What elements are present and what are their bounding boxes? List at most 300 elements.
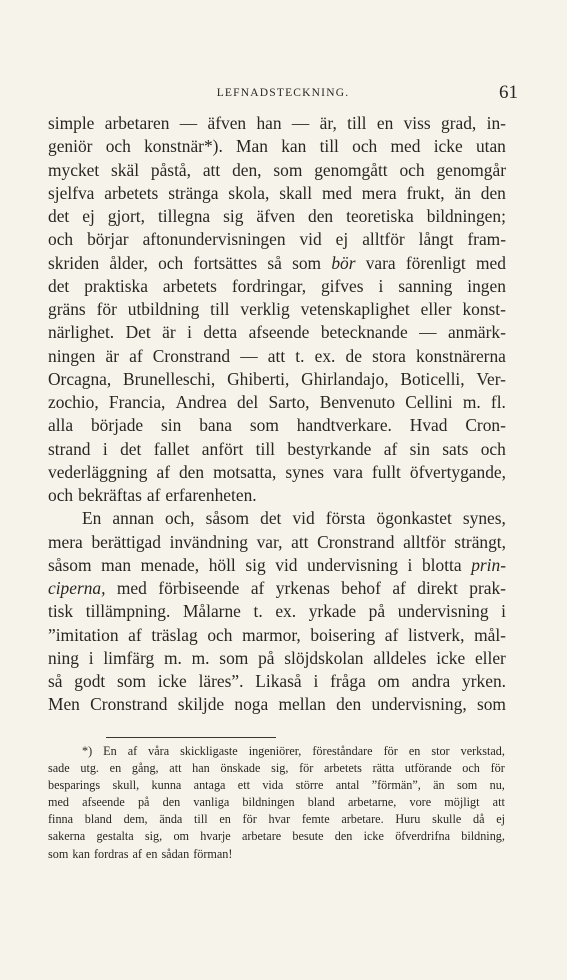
word: med bbox=[475, 252, 506, 273]
word: arbetets bbox=[162, 275, 217, 296]
word: i bbox=[407, 554, 413, 575]
word: arbetaren bbox=[104, 113, 170, 133]
word: äfven bbox=[256, 206, 296, 226]
word: Cronstrand bbox=[152, 345, 231, 366]
word: vederläggning bbox=[48, 461, 148, 482]
word: en bbox=[376, 113, 394, 133]
word: äfven bbox=[207, 113, 247, 133]
word: — bbox=[240, 345, 258, 366]
word: vid bbox=[292, 508, 315, 529]
word: sjelfva bbox=[48, 182, 95, 203]
word: så bbox=[267, 252, 282, 273]
word: är, bbox=[319, 113, 337, 133]
word: närlighet. bbox=[48, 322, 115, 343]
word: den bbox=[308, 206, 334, 226]
word: på bbox=[258, 647, 275, 668]
word: yrkenas bbox=[275, 578, 330, 598]
word: ex. bbox=[314, 345, 336, 366]
word: utförande bbox=[404, 761, 452, 776]
word: skulle bbox=[432, 812, 462, 827]
body-line bbox=[48, 647, 506, 670]
body-line bbox=[48, 600, 506, 623]
word: är bbox=[105, 345, 119, 366]
body-line bbox=[48, 554, 506, 577]
word: frukt, bbox=[406, 182, 445, 203]
word: marmor, bbox=[242, 624, 301, 645]
word: noga bbox=[234, 694, 269, 715]
word: förenligt bbox=[405, 252, 466, 273]
footnote-line bbox=[48, 811, 505, 828]
word: vara bbox=[332, 461, 363, 482]
word: fullt bbox=[371, 461, 401, 482]
word: finna bbox=[48, 812, 74, 827]
word: prin- bbox=[471, 554, 506, 575]
word: ej bbox=[496, 812, 505, 827]
word: bestyrkande bbox=[287, 438, 372, 459]
word: med bbox=[390, 136, 421, 157]
word: Boticelli, bbox=[400, 368, 465, 389]
word: Huru bbox=[395, 812, 421, 827]
word: mycket bbox=[48, 159, 100, 180]
word: af bbox=[127, 744, 138, 758]
word: han bbox=[256, 113, 282, 133]
word: arbetets bbox=[323, 761, 362, 776]
word: ögonkastet bbox=[376, 508, 452, 529]
word: limfärg bbox=[103, 647, 155, 668]
word: icke bbox=[157, 671, 187, 691]
body-line bbox=[48, 135, 506, 158]
word: af bbox=[392, 578, 406, 598]
word: ”imitation bbox=[48, 624, 119, 645]
word: och bbox=[480, 438, 506, 459]
word: ålder, bbox=[109, 252, 148, 273]
word: geniör bbox=[48, 136, 93, 157]
word: tillämpning. bbox=[85, 601, 171, 622]
word: det bbox=[120, 438, 142, 459]
word: då bbox=[472, 812, 485, 827]
word: för bbox=[383, 744, 398, 758]
word: för bbox=[490, 761, 505, 776]
word: praktiska bbox=[84, 275, 148, 296]
word: fl. bbox=[490, 392, 506, 412]
word: Likaså bbox=[255, 671, 302, 691]
word: Ghirlandajo, bbox=[301, 368, 389, 389]
word: gifves bbox=[320, 275, 364, 296]
word: och bbox=[352, 136, 378, 157]
word: Orcagna, bbox=[48, 368, 112, 389]
word: bildningen; bbox=[426, 206, 506, 226]
word: menade, bbox=[140, 554, 200, 575]
word: icke bbox=[436, 647, 466, 668]
word: skäl bbox=[111, 159, 140, 180]
word: kan bbox=[281, 136, 307, 157]
word: bekräftas bbox=[78, 485, 142, 505]
word: till bbox=[194, 812, 208, 827]
word: skickligaste bbox=[180, 744, 238, 758]
word: En bbox=[103, 744, 117, 758]
word: än bbox=[433, 778, 445, 793]
word: öfvertygande, bbox=[409, 461, 506, 482]
word: af bbox=[129, 345, 143, 366]
word: som bbox=[48, 846, 69, 861]
word: och bbox=[105, 136, 131, 157]
word: och bbox=[48, 229, 74, 250]
word: alldeles bbox=[373, 647, 427, 668]
body-line bbox=[48, 624, 506, 647]
word: de bbox=[345, 345, 362, 366]
word: Brunelleschi, bbox=[123, 368, 216, 389]
word: konstnärerna bbox=[416, 345, 506, 366]
word: besute bbox=[292, 829, 324, 844]
word: Sarto, bbox=[268, 392, 310, 412]
word: eller bbox=[420, 299, 452, 319]
word: den bbox=[334, 829, 353, 844]
word: fordras bbox=[93, 846, 129, 861]
word: man bbox=[101, 554, 132, 575]
word: afseende bbox=[248, 322, 310, 343]
word: m. bbox=[462, 392, 481, 412]
word: skiljde bbox=[177, 694, 225, 715]
word: sade bbox=[48, 761, 70, 776]
word: föreståndare bbox=[312, 744, 373, 758]
word: af bbox=[132, 846, 142, 861]
body-line bbox=[48, 693, 506, 716]
page-header bbox=[48, 82, 518, 104]
word: synes bbox=[285, 461, 324, 482]
word: genomgår bbox=[436, 159, 506, 180]
word: en bbox=[408, 744, 421, 758]
word: undervisning, bbox=[371, 694, 467, 715]
word: af bbox=[146, 485, 161, 505]
word: listverk, bbox=[407, 624, 465, 645]
word: en bbox=[219, 812, 231, 827]
word: började bbox=[90, 415, 144, 436]
word: skull, bbox=[112, 778, 140, 793]
word: yrken. bbox=[462, 671, 506, 691]
body-line bbox=[48, 670, 506, 693]
word: arbetare bbox=[241, 829, 282, 844]
page-number: 61 bbox=[499, 82, 518, 103]
word: detta bbox=[203, 322, 238, 343]
word: Cellini bbox=[405, 392, 453, 412]
word: arbetare. bbox=[341, 812, 384, 827]
word: öfverdrifna bbox=[395, 829, 451, 844]
word: att bbox=[202, 159, 221, 180]
word: andra bbox=[411, 671, 451, 691]
word: som bbox=[456, 778, 478, 793]
word: skriden bbox=[48, 252, 100, 273]
word: yrkade bbox=[308, 601, 357, 622]
word: en bbox=[109, 761, 122, 776]
word: första bbox=[325, 508, 366, 529]
word: icke bbox=[433, 136, 463, 157]
word: till bbox=[319, 136, 339, 157]
word: stor bbox=[431, 744, 450, 758]
word: kan bbox=[72, 846, 90, 861]
word: — bbox=[179, 113, 198, 133]
word: ej bbox=[82, 206, 95, 226]
word: för bbox=[96, 299, 117, 319]
word: m. bbox=[163, 647, 182, 668]
word: verklig bbox=[240, 299, 290, 319]
word: såsom bbox=[205, 508, 250, 529]
word: m. bbox=[191, 647, 210, 668]
word: behof bbox=[341, 578, 381, 598]
word: utbildning bbox=[127, 299, 200, 319]
word: med bbox=[321, 182, 352, 203]
word: sig bbox=[245, 554, 266, 575]
word: till bbox=[255, 438, 275, 459]
word: mera bbox=[361, 182, 397, 203]
word: i bbox=[88, 647, 94, 668]
word: rätta bbox=[372, 761, 395, 776]
word: om bbox=[377, 671, 400, 691]
word: prak- bbox=[469, 578, 506, 598]
word: ej bbox=[335, 229, 349, 250]
word: Francia, bbox=[108, 392, 166, 412]
word: vanliga bbox=[193, 795, 230, 810]
word: och bbox=[48, 485, 74, 505]
word: antal bbox=[335, 778, 360, 793]
word: — bbox=[419, 322, 437, 343]
word: dem, bbox=[123, 812, 148, 827]
word: som bbox=[292, 252, 322, 273]
body-line bbox=[48, 368, 506, 391]
body-line bbox=[48, 205, 506, 228]
word: erfarenheten. bbox=[165, 485, 257, 505]
word: stränga bbox=[168, 182, 219, 203]
word: invändning bbox=[169, 531, 248, 552]
word: att bbox=[291, 531, 309, 552]
body-line bbox=[48, 159, 506, 182]
word: en bbox=[145, 846, 158, 861]
word: för bbox=[299, 761, 314, 776]
word: skola, bbox=[228, 182, 270, 203]
word: ning bbox=[48, 647, 79, 668]
word: En bbox=[82, 508, 102, 529]
word: i bbox=[501, 601, 506, 622]
word: gjort, bbox=[107, 206, 145, 226]
word: zochio, bbox=[48, 392, 99, 412]
word: fortsättes bbox=[193, 252, 258, 273]
word: den bbox=[162, 795, 181, 810]
word: teoretiska bbox=[346, 206, 414, 226]
word: sanning bbox=[398, 275, 453, 296]
word: arbetarne, bbox=[347, 795, 397, 810]
word: annan bbox=[112, 508, 154, 529]
word: Andrea bbox=[175, 392, 227, 412]
word: strängt, bbox=[454, 531, 506, 552]
body-line bbox=[48, 484, 506, 507]
word: i bbox=[187, 322, 192, 343]
word: till bbox=[347, 113, 367, 133]
word: grad, bbox=[441, 113, 477, 133]
word: genomgått bbox=[314, 159, 388, 180]
word: Hvad bbox=[409, 415, 448, 436]
word: tillegna bbox=[157, 206, 211, 226]
word: alla bbox=[48, 415, 74, 436]
word: det bbox=[48, 206, 70, 226]
word: Benvenuto bbox=[319, 392, 396, 412]
word: att bbox=[169, 761, 182, 776]
word: på bbox=[137, 795, 150, 810]
word: den bbox=[336, 694, 362, 715]
word: del bbox=[237, 392, 259, 412]
word: förman! bbox=[193, 846, 233, 861]
word: den bbox=[480, 182, 506, 203]
word: gång, bbox=[131, 761, 159, 776]
word: blotta bbox=[421, 554, 462, 575]
word: Cronstrand bbox=[90, 694, 168, 715]
word: *) bbox=[82, 744, 93, 758]
word: sig bbox=[223, 206, 244, 226]
word: vore bbox=[409, 795, 432, 810]
word: att bbox=[267, 345, 286, 366]
word: det bbox=[260, 508, 282, 529]
word: kunna bbox=[151, 778, 182, 793]
word: gestalta bbox=[96, 829, 134, 844]
running-title: LEFNADSTECKNING. bbox=[216, 87, 350, 99]
word: och bbox=[462, 761, 480, 776]
word: utan bbox=[475, 136, 506, 157]
word: nu, bbox=[489, 778, 505, 793]
footnote bbox=[48, 743, 505, 863]
footnote-line bbox=[48, 846, 505, 863]
word: ingeniörer, bbox=[248, 744, 302, 758]
word: än bbox=[454, 182, 471, 203]
footnote-line bbox=[48, 760, 505, 777]
word: fråga bbox=[330, 671, 366, 691]
word: stora bbox=[372, 345, 406, 366]
body-line bbox=[48, 252, 506, 275]
word: större bbox=[295, 778, 324, 793]
word: icke bbox=[363, 829, 384, 844]
word: strand bbox=[48, 438, 91, 459]
word: anmärk- bbox=[447, 322, 506, 343]
footnote-line bbox=[48, 743, 505, 760]
word: afseende bbox=[82, 795, 125, 810]
word: tisk bbox=[48, 601, 74, 622]
word: med bbox=[116, 578, 147, 598]
word: verkstad, bbox=[460, 744, 505, 758]
word: vid bbox=[299, 229, 322, 250]
word: sig, bbox=[144, 829, 163, 844]
word: konst- bbox=[462, 299, 506, 319]
word: och bbox=[207, 624, 233, 645]
word: och, bbox=[165, 508, 195, 529]
word: som bbox=[219, 647, 249, 668]
word: af bbox=[156, 461, 170, 482]
word: gräns bbox=[48, 299, 86, 319]
word: hvar bbox=[268, 812, 291, 827]
word: i bbox=[313, 671, 319, 691]
footnote-line bbox=[48, 794, 505, 811]
word: ett bbox=[237, 778, 250, 793]
word: sats bbox=[442, 438, 469, 459]
word: är bbox=[162, 322, 176, 343]
word: af bbox=[250, 578, 265, 598]
body-line bbox=[48, 461, 506, 484]
word: med bbox=[48, 795, 69, 810]
word: börjar bbox=[87, 229, 129, 250]
word: handtverkare. bbox=[296, 415, 392, 436]
word: aftonundervisningen bbox=[142, 229, 286, 250]
word: och bbox=[158, 252, 184, 273]
body-line bbox=[48, 345, 506, 368]
word: konstnär*). bbox=[144, 136, 223, 157]
word: undervisning bbox=[307, 554, 398, 575]
word: af bbox=[128, 624, 142, 645]
word: mål- bbox=[474, 624, 506, 645]
word: ningen bbox=[48, 345, 96, 366]
word: möjligt bbox=[444, 795, 480, 810]
word: vara bbox=[365, 252, 396, 273]
word: på bbox=[368, 601, 386, 622]
word: simple bbox=[48, 113, 95, 133]
word: för bbox=[242, 812, 257, 827]
word: betecknande bbox=[320, 322, 408, 343]
word: viss bbox=[403, 113, 431, 133]
word: eller bbox=[474, 647, 506, 668]
word: undervisning bbox=[397, 601, 489, 622]
word: var, bbox=[256, 531, 283, 552]
word: fordringar, bbox=[231, 275, 307, 296]
word: synes, bbox=[462, 508, 506, 529]
word: bildningen bbox=[242, 795, 295, 810]
footnote-line bbox=[48, 828, 505, 845]
word: önskade bbox=[220, 761, 261, 776]
word: förbiseende bbox=[158, 578, 240, 598]
word: ingen bbox=[467, 275, 506, 296]
word: alltför bbox=[403, 531, 446, 552]
word: t. bbox=[253, 601, 263, 622]
word: Man bbox=[236, 136, 268, 157]
word: ciperna, bbox=[48, 578, 106, 598]
word: direkt bbox=[417, 578, 458, 598]
word: femte bbox=[301, 812, 330, 827]
word: in- bbox=[486, 113, 506, 133]
word: hvarje bbox=[200, 829, 231, 844]
word: sakerna bbox=[48, 829, 86, 844]
word: berättigad bbox=[91, 531, 161, 552]
word: mellan bbox=[278, 694, 326, 715]
body-line bbox=[48, 298, 506, 321]
word: bör bbox=[331, 252, 356, 273]
word: utg. bbox=[80, 761, 99, 776]
word: fram- bbox=[467, 229, 506, 250]
word: som bbox=[273, 159, 303, 180]
body-text bbox=[48, 112, 506, 717]
word: vetenskaplighet bbox=[300, 299, 410, 319]
body-line bbox=[48, 112, 506, 135]
word: t. bbox=[295, 345, 305, 366]
word: slöjdskolan bbox=[284, 647, 364, 668]
word: i bbox=[102, 438, 108, 459]
body-line bbox=[48, 228, 506, 251]
word: han bbox=[192, 761, 210, 776]
word: vid bbox=[275, 554, 298, 575]
word: vida bbox=[262, 778, 284, 793]
footnote-divider bbox=[106, 737, 276, 738]
word: så bbox=[48, 671, 63, 691]
word: Men bbox=[48, 694, 80, 715]
word: det bbox=[48, 275, 70, 296]
word: läres”. bbox=[198, 671, 244, 691]
word: sin bbox=[409, 438, 430, 459]
body-line bbox=[48, 577, 506, 600]
word: att bbox=[492, 795, 505, 810]
word: sin bbox=[161, 415, 182, 436]
